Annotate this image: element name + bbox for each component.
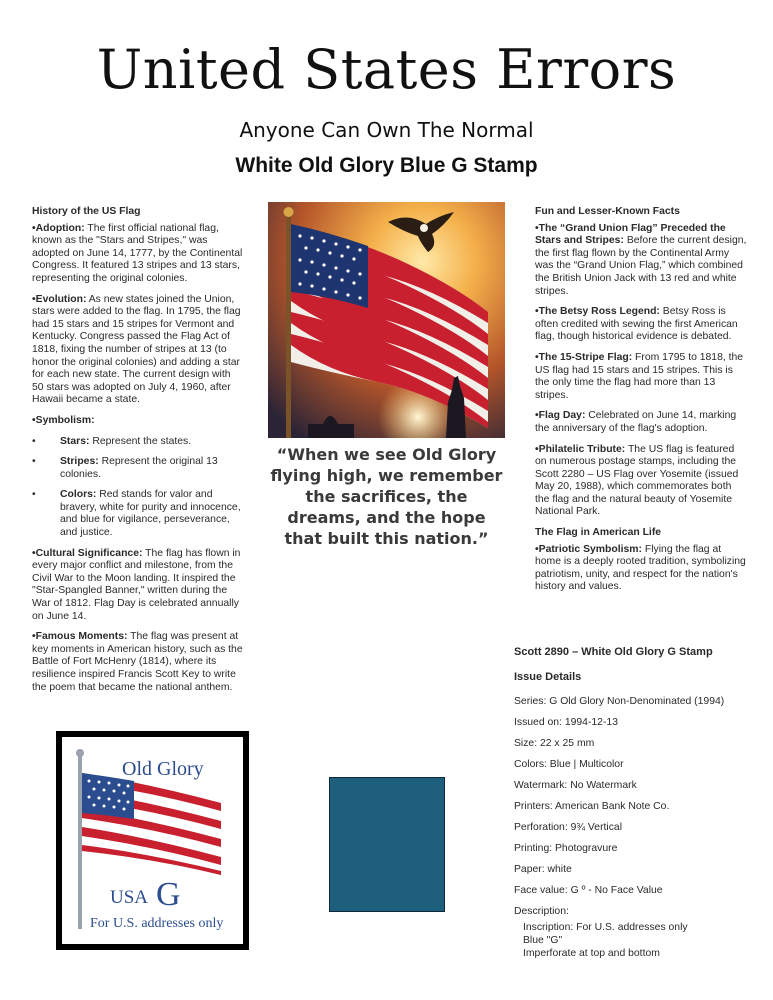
stamp-old-glory-text: Old Glory: [122, 758, 204, 780]
stamp-title: White Old Glory Blue G Stamp: [235, 154, 538, 177]
famous-paragraph: [32, 631, 244, 694]
issue-details: [514, 645, 754, 960]
famous-text: The flag was present at key moments in American history, such as the Battle of Fort McHenry (1814), where its resilience inspired Francis Scott Key to write the poem that became the national anthem.: [32, 631, 243, 693]
detail-printing: Printing: Photogravure: [514, 843, 618, 854]
philatelic-text: The US flag is featured on numerous postage stamps, including the Scott 2280 – US Flag over Yosemite (issued May 20, 1988), which commemorates both the flag and the natural beauty of Yosemite National Park.: [535, 443, 739, 518]
stripes-bullet: [32, 456, 244, 481]
betsy-ross-label: •The Betsy Ross Legend:: [535, 306, 660, 318]
evolution-paragraph: [32, 294, 244, 407]
grand-union-text: Before the current design, the first flag flown by the Continental Army was the “Grand Union Flag,” which combined the British Union Jack with 13 red and white stripes.: [535, 235, 747, 297]
fifteen-stripe-text: From 1795 to 1818, the US flag had 15 stars and 15 stripes. This is the only time the flag had more than 13 stripes.: [535, 351, 744, 401]
adoption-label: •Adoption:: [32, 222, 85, 234]
old-glory-stamp-image: [56, 731, 249, 950]
issue-details-heading: Issue Details: [514, 671, 582, 683]
bullet-dot: •: [32, 489, 36, 501]
adoption-paragraph: [32, 223, 244, 286]
stamp-g-text: G: [156, 876, 181, 913]
flag-day-paragraph: [535, 410, 747, 435]
history-column: [32, 206, 244, 702]
betsy-ross-text: Betsy Ross is often credited with sewing the first American flag, though historical evidence is debated.: [535, 306, 738, 343]
patriotic-paragraph: [535, 544, 747, 594]
symbolism-label: •Symbolism:: [32, 414, 95, 426]
detail-printers: Printers: American Bank Note Co.: [514, 801, 670, 812]
grand-union-label: •The “Grand Union Flag” Preceded the Stars and Stripes:: [535, 222, 726, 247]
symbolism-paragraph: [32, 415, 244, 428]
fifteen-stripe-label: •The 15-Stripe Flag:: [535, 351, 633, 363]
page-subtitle: Anyone Can Own The Normal: [239, 118, 534, 142]
description-blue-g: Blue "G": [523, 935, 563, 946]
stars-text: Represent the states.: [89, 435, 192, 447]
stamp-usa-text: USA: [110, 887, 149, 908]
bullet-dot: •: [32, 456, 36, 468]
cultural-text: The flag has flown in every major conflict and milestone, from the Civil War to the Moon landing. It inspired the "Star-Spangled Banner," written during the War of 1812. Flag Day is celebrated annually on June 14.: [32, 547, 241, 622]
american-life-heading: The Flag in American Life: [535, 527, 662, 539]
colors-bullet: [32, 489, 244, 539]
facts-heading: Fun and Lesser-Known Facts: [535, 206, 680, 217]
evolution-label: •Evolution:: [32, 293, 87, 305]
flag-quote: “When we see Old Glory flying high, we remember the sacrifices, the dreams, and the hope that built this nation.”: [270, 445, 503, 548]
evolution-text: As new states joined the Union, stars were added to the flag. In 1795, the flag had 15 stars and 15 stripes for Vermont and Kentucky. Congress passed the Flag Act of 1818, fixing the number of stripes at 13 (to honor the original colonies) and adding a star for each new state. The current design with 50 stars was adopted on July 4, 1960, after Hawaii became a state.: [32, 293, 241, 406]
stripes-label: Stripes:: [60, 456, 99, 468]
colors-text: Red stands for valor and bravery, white for purity and innocence, and blue for vigilance, perseverance, and justice.: [60, 489, 241, 539]
philatelic-paragraph: [535, 444, 747, 520]
page-title: United States Errors: [96, 38, 677, 101]
detail-perforation: Perforation: 9¾ Vertical: [514, 822, 623, 833]
fifteen-stripe-paragraph: [535, 352, 747, 402]
cultural-paragraph: [32, 548, 244, 624]
colors-label: Colors:: [60, 489, 97, 501]
famous-label: •Famous Moments:: [32, 631, 128, 643]
detail-face-value: Face value: G º - No Face Value: [514, 885, 663, 896]
detail-colors: Colors: Blue | Multicolor: [514, 759, 624, 770]
flag-day-label: •Flag Day:: [535, 410, 586, 422]
scott-name: – White Old Glory G Stamp: [569, 646, 713, 658]
description-inscription: Inscription: For U.S. addresses only: [523, 922, 688, 933]
stripes-text: Represent the original 13 colonies.: [60, 456, 218, 480]
scott-number: [514, 645, 754, 666]
flag-illustration: [268, 202, 505, 438]
philatelic-label: •Philatelic Tribute:: [535, 443, 626, 455]
detail-watermark: Watermark: No Watermark: [514, 780, 637, 791]
detail-size: Size: 22 x 25 mm: [514, 738, 595, 749]
patriotic-label: •Patriotic Symbolism:: [535, 543, 642, 555]
history-heading: History of the US Flag: [32, 206, 141, 217]
adoption-text: The first official national flag, known as the "Stars and Stripes," was adopted on June 14, 1777, by the Continental Congress. It featured 13 stripes and 13 stars, representing the original colonies.: [32, 222, 243, 284]
stars-label: Stars:: [60, 435, 90, 447]
description-imperforate: Imperforate at top and bottom: [523, 948, 660, 959]
stamp-for-us-text: For U.S. addresses only: [90, 916, 224, 931]
bullet-dot: •: [32, 435, 36, 447]
detail-description-label: Description:: [514, 906, 569, 917]
betsy-ross-paragraph: [535, 306, 747, 344]
detail-paper: Paper: white: [514, 864, 572, 875]
flag-day-text: Celebrated on June 14, marking the anniversary of the flag's adoption.: [535, 410, 737, 434]
grand-union-paragraph: [535, 223, 747, 299]
blue-color-swatch: [329, 777, 445, 912]
facts-column: [535, 206, 747, 602]
cultural-label: •Cultural Significance:: [32, 547, 143, 559]
detail-series: Series: G Old Glory Non-Denominated (1994): [514, 696, 725, 707]
detail-issued: Issued on: 1994-12-13: [514, 717, 618, 728]
scott-label: Scott 2890: [514, 646, 570, 658]
patriotic-text: Flying the flag at home is a deeply rooted tradition, symbolizing patriotism, unity, and respect for the nation's history and values.: [535, 543, 746, 593]
stars-bullet: [32, 436, 244, 449]
